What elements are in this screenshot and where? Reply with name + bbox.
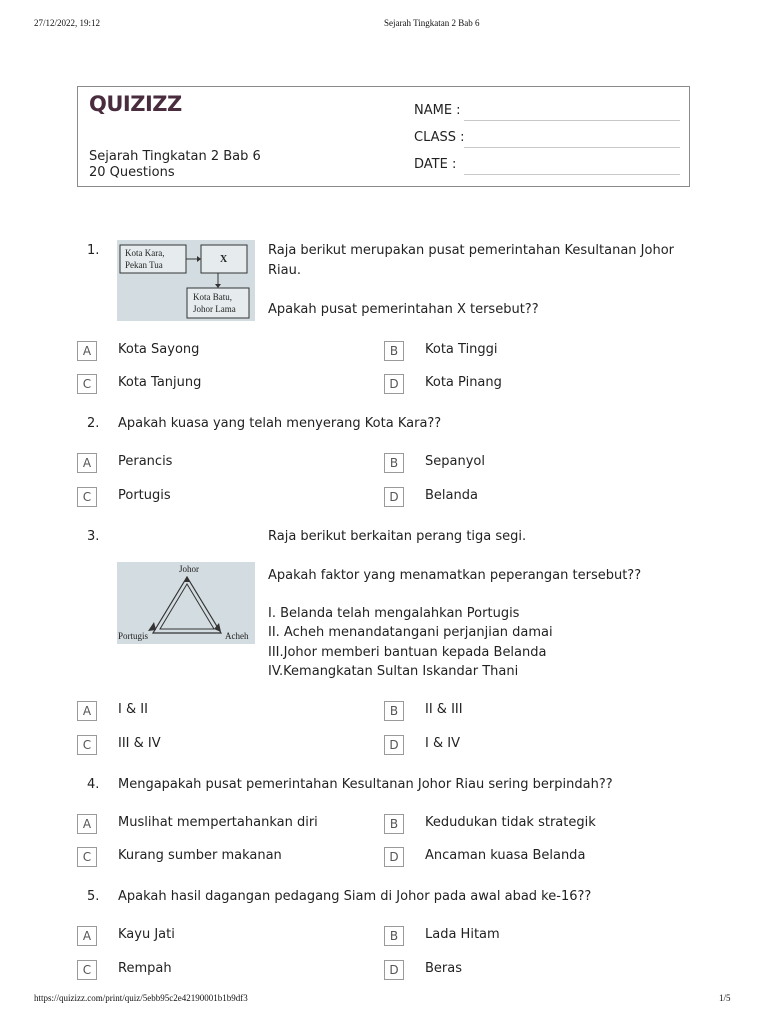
option-text: Portugis <box>118 488 171 503</box>
question-text-line: II. Acheh menandatangani perjanjian damai <box>268 625 553 640</box>
option-letter[interactable]: C <box>77 735 97 755</box>
option-text: Sepanyol <box>425 454 485 469</box>
option-text: Perancis <box>118 454 173 469</box>
option-text: Muslihat mempertahankan diri <box>118 815 318 830</box>
date-label: DATE : <box>414 157 457 172</box>
diagram-label-portugis: Portugis <box>118 631 149 641</box>
option-letter[interactable]: A <box>77 926 97 946</box>
question-text-line: I. Belanda telah mengalahkan Portugis <box>268 606 520 621</box>
option-letter[interactable]: C <box>77 960 97 980</box>
question-number: 4. <box>87 777 100 792</box>
print-doc-title: Sejarah Tingkatan 2 Bab 6 <box>384 18 480 28</box>
question-text-line: III.Johor memberi bantuan kepada Belanda <box>268 645 547 660</box>
diagram-box3-line1: Kota Batu, <box>193 292 232 302</box>
option-letter[interactable]: D <box>384 487 404 507</box>
diagram-box1-line2: Pekan Tua <box>125 260 163 270</box>
quiz-header-box <box>77 86 690 187</box>
option-letter[interactable]: A <box>77 453 97 473</box>
question-1-diagram <box>117 240 255 321</box>
option-text: I & II <box>118 702 148 717</box>
option-letter[interactable]: A <box>77 341 97 361</box>
option-letter[interactable]: D <box>384 735 404 755</box>
option-text: III & IV <box>118 736 161 751</box>
option-text: I & IV <box>425 736 460 751</box>
option-text: Kota Tinggi <box>425 342 498 357</box>
option-letter[interactable]: D <box>384 960 404 980</box>
option-text: Kota Pinang <box>425 375 502 390</box>
diagram-label-acheh: Acheh <box>225 631 249 641</box>
option-letter[interactable]: B <box>384 814 404 834</box>
option-text: II & III <box>425 702 463 717</box>
option-letter[interactable]: B <box>384 341 404 361</box>
class-label: CLASS : <box>414 130 465 145</box>
option-text: Beras <box>425 961 463 976</box>
option-text: Rempah <box>118 961 172 976</box>
question-text-line: Mengapakah pusat pemerintahan Kesultanan Johor Riau sering berpindah?? <box>118 777 613 792</box>
date-line <box>464 174 680 175</box>
option-text: Lada Hitam <box>425 927 500 942</box>
question-count: 20 Questions <box>89 165 175 180</box>
print-url: https://quizizz.com/print/quiz/5ebb95c2e42190001b1b9df3 <box>34 993 248 1003</box>
option-letter[interactable]: C <box>77 487 97 507</box>
option-letter[interactable]: C <box>77 847 97 867</box>
option-text: Kota Sayong <box>118 342 200 357</box>
option-letter[interactable]: B <box>384 926 404 946</box>
quizizz-logo: QUIZIZZ <box>89 92 182 116</box>
question-number: 5. <box>87 889 100 904</box>
option-text: Belanda <box>425 488 478 503</box>
question-3-diagram <box>117 562 255 644</box>
option-text: Kedudukan tidak strategik <box>425 815 596 830</box>
question-number: 3. <box>87 529 100 544</box>
name-line <box>464 120 680 121</box>
name-label: NAME : <box>414 103 461 118</box>
option-text: Ancaman kuasa Belanda <box>425 848 586 863</box>
question-text-line: Raja berikut berkaitan perang tiga segi. <box>268 529 527 544</box>
question-text-line: Apakah hasil dagangan pedagang Siam di Johor pada awal abad ke-16?? <box>118 889 592 904</box>
option-letter[interactable]: B <box>384 701 404 721</box>
question-text-line: IV.Kemangkatan Sultan Iskandar Thani <box>268 664 519 679</box>
quiz-title: Sejarah Tingkatan 2 Bab 6 <box>89 149 261 164</box>
option-letter[interactable]: D <box>384 847 404 867</box>
question-text-line: Riau. <box>268 263 301 278</box>
option-letter[interactable]: A <box>77 701 97 721</box>
print-page-number: 1/5 <box>719 993 731 1003</box>
class-line <box>464 147 680 148</box>
question-text-line: Apakah kuasa yang telah menyerang Kota Kara?? <box>118 416 442 431</box>
option-text: Kayu Jati <box>118 927 175 942</box>
diagram-box2-label: X <box>220 254 228 265</box>
question-number: 2. <box>87 416 100 431</box>
option-letter[interactable]: C <box>77 374 97 394</box>
option-letter[interactable]: B <box>384 453 404 473</box>
option-letter[interactable]: A <box>77 814 97 834</box>
diagram-box3-line2: Johor Lama <box>193 304 236 314</box>
option-text: Kurang sumber makanan <box>118 848 282 863</box>
diagram-label-johor: Johor <box>179 564 199 574</box>
question-text-line: Apakah faktor yang menamatkan peperangan tersebut?? <box>268 568 642 583</box>
option-text: Kota Tanjung <box>118 375 202 390</box>
question-text-line: Raja berikut merupakan pusat pemerintahan Kesultanan Johor <box>268 243 675 258</box>
diagram-box1-line1: Kota Kara, <box>125 248 165 258</box>
question-text-line: Apakah pusat pemerintahan X tersebut?? <box>268 302 539 317</box>
option-letter[interactable]: D <box>384 374 404 394</box>
print-datetime: 27/12/2022, 19:12 <box>34 18 101 28</box>
question-number: 1. <box>87 243 100 258</box>
